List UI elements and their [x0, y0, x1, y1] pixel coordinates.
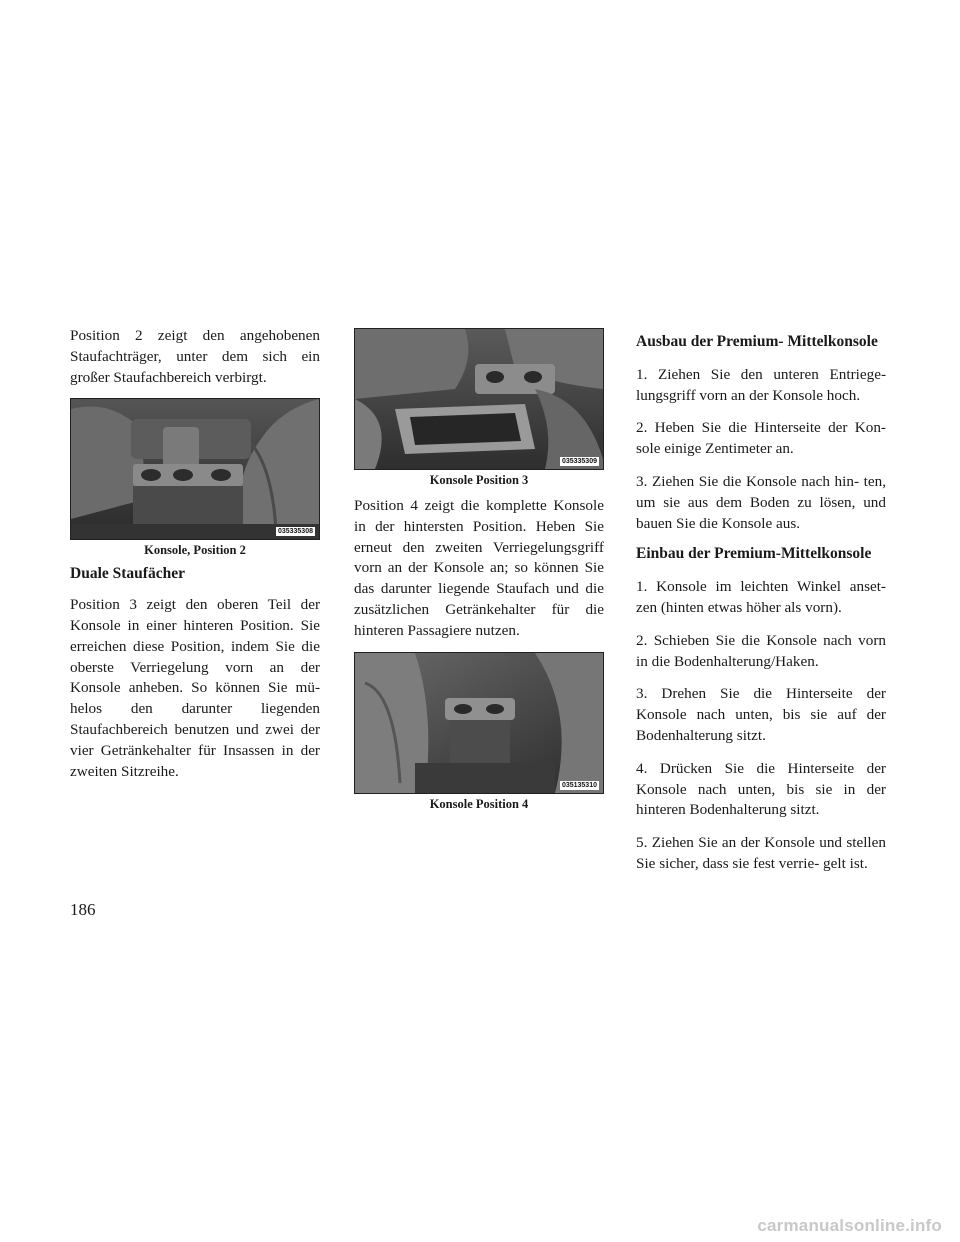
body-paragraph: Position 4 zeigt die komplette Konsole in der hintersten Position. Heben Sie erneut den zweiten Verriegelungsgriff vorn an der Konsole an; so können Sie das darunter liegende Staufach und die zusätzlichen Getränkehalter für die hinteren Passagiere nutzen. [354, 497, 604, 639]
page-number: 186 [70, 900, 96, 919]
photo-console-position-3 [354, 328, 604, 470]
watermark: carmanualsonline.info [757, 1216, 942, 1235]
removal-step-1: 1. Ziehen Sie den unteren Entriege- lungsgriff vorn an der Konsole hoch. [636, 365, 886, 404]
section-heading-duale-staufaecher: Duale Staufächer [70, 565, 185, 583]
section-heading-einbau: Einbau der Premium-Mittelkonsole [636, 545, 872, 563]
install-step-1: 1. Konsole im leichten Winkel anset- zen (hinten etwas höher als vorn). [636, 578, 886, 616]
photo-console-position-2 [70, 398, 320, 540]
section-heading-ausbau: Ausbau der Premium- Mittelkonsole [636, 333, 878, 350]
figure-code: 035135310 [561, 781, 597, 789]
console-photo-2-image [71, 399, 319, 539]
photo-console-position-4 [354, 652, 604, 794]
intro-paragraph: Position 2 zeigt den angehobenen Staufachträger, unter dem sich ein großer Staufachbereich verbirgt. [70, 327, 320, 386]
figure-code: 035335309 [561, 458, 597, 465]
install-step-4: 4. Drücken Sie die Hinterseite der Konsole nach unten, bis sie in der hinteren Bodenhalterung sitzt. [636, 759, 886, 819]
install-step-5: 5. Ziehen Sie an der Konsole und stellen Sie sicher, dass sie fest verrie- gelt ist. [636, 834, 886, 872]
figure-caption: Konsole, Position 2 [144, 543, 246, 558]
install-step-3: 3. Drehen Sie die Hinterseite der Konsole nach unten, bis sie auf der Bodenhalterung sitzt. [636, 685, 886, 744]
column-left [70, 326, 320, 782]
install-steps [636, 577, 886, 875]
figure-code: 035335308 [277, 528, 313, 536]
column-right [636, 326, 886, 875]
console-photo-4-image [355, 653, 603, 793]
figure-caption: Konsole Position 3 [429, 473, 529, 487]
console-photo-3-image [355, 329, 603, 469]
column-middle [354, 326, 604, 812]
removal-step-2: 2. Heben Sie die Hinterseite der Kon- sole einige Zentimeter an. [636, 419, 886, 458]
removal-step-3: 3. Ziehen Sie die Konsole nach hin- ten, um sie aus dem Boden zu lösen, und bauen Sie die Konsole aus. [636, 472, 886, 532]
body-paragraph: Position 3 zeigt den oberen Teil der Konsole in einer hinteren Position. Sie erreichen diese Position, indem Sie die oberste Verriegelung vorn an der Konsole anheben. So können Sie mü- helos den darunter liegenden Staufachbereich benutzen und zwei der vier Getränkehalter für Insassen in der zweiten Sitzreihe. [70, 596, 320, 780]
figure-caption: Konsole Position 4 [429, 796, 529, 811]
install-step-2: 2. Schieben Sie die Konsole nach vorn in die Bodenhalterung/Haken. [636, 631, 886, 670]
removal-steps [636, 365, 886, 535]
